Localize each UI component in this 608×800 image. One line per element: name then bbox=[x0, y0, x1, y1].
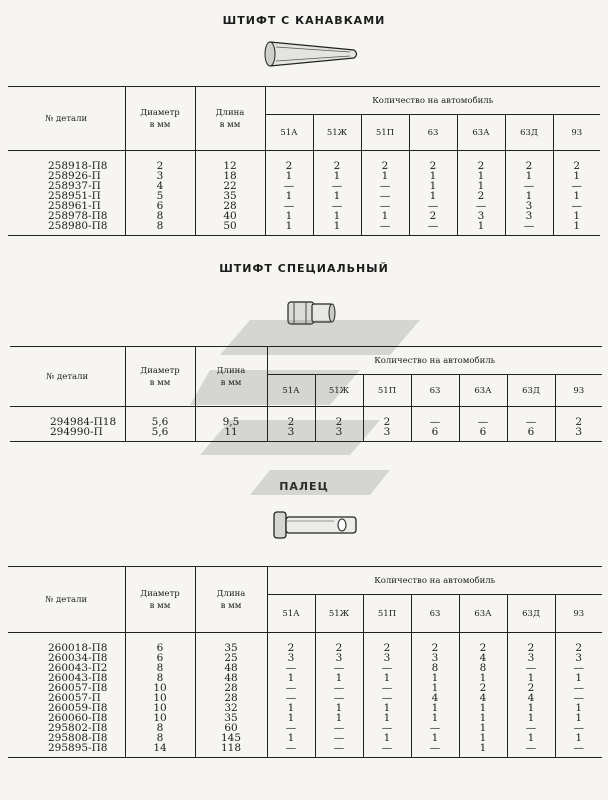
qty-value: — bbox=[363, 663, 411, 673]
model-51p: 51П bbox=[363, 375, 411, 407]
qty-value: — bbox=[507, 723, 555, 733]
length-value: 35 bbox=[195, 191, 265, 201]
model-63d: 63Д bbox=[505, 115, 553, 151]
table-row bbox=[10, 427, 602, 442]
qty-value: — bbox=[267, 723, 315, 733]
part-number: 260043-П8 bbox=[8, 673, 125, 683]
qty-value: 1 bbox=[575, 712, 583, 724]
model-51p: 51П bbox=[363, 595, 411, 633]
part-number: 295808-П8 bbox=[8, 733, 125, 743]
diameter-value: 6 bbox=[125, 633, 195, 654]
qty-value: 1 bbox=[457, 221, 505, 236]
qty-value: 1 bbox=[315, 673, 363, 683]
qty-value: 3 bbox=[575, 652, 583, 664]
section-title-special-pin: ШТИФТ СПЕЦИАЛЬНЫЙ bbox=[219, 262, 389, 275]
qty-value: 2 bbox=[315, 633, 363, 654]
length-value: 22 bbox=[195, 181, 265, 191]
model-51a: 51А bbox=[265, 115, 313, 151]
qty-value: 2 bbox=[409, 151, 457, 172]
model-93: 93 bbox=[553, 115, 600, 151]
qty-value: 4 bbox=[459, 653, 507, 663]
diameter-value: 5 bbox=[125, 191, 195, 201]
qty-value: 1 bbox=[457, 181, 505, 191]
qty-value: 1 bbox=[409, 171, 457, 181]
header-qty: Количество на автомобиль bbox=[267, 347, 602, 375]
qty-value: — bbox=[265, 201, 313, 211]
part-number: 258918-П8 bbox=[8, 151, 125, 172]
qty-value: 3 bbox=[457, 211, 505, 221]
qty-value: — bbox=[459, 407, 507, 428]
length-value: 35 bbox=[195, 633, 267, 654]
qty-value: 1 bbox=[363, 713, 411, 723]
part-number: 260018-П8 bbox=[8, 633, 125, 654]
qty-value: — bbox=[313, 181, 361, 191]
diameter-value: 8 bbox=[125, 673, 195, 683]
qty-value: — bbox=[409, 221, 457, 236]
qty-value: — bbox=[315, 693, 363, 703]
qty-value: 1 bbox=[361, 171, 409, 181]
table-row bbox=[8, 151, 600, 172]
model-51zh: 51Ж bbox=[313, 115, 361, 151]
length-value: 28 bbox=[195, 693, 267, 703]
qty-value: — bbox=[409, 201, 457, 211]
qty-value: 1 bbox=[267, 713, 315, 723]
header-length: Длина в мм bbox=[195, 567, 267, 633]
qty-value: 1 bbox=[575, 732, 583, 744]
qty-value: — bbox=[573, 662, 584, 674]
part-number: 258937-П bbox=[8, 181, 125, 191]
qty-value: 2 bbox=[457, 191, 505, 201]
qty-value: 3 bbox=[505, 211, 553, 221]
qty-value: — bbox=[361, 201, 409, 211]
length-value: 25 bbox=[195, 653, 267, 663]
qty-value: 1 bbox=[505, 191, 553, 201]
qty-value: 3 bbox=[315, 427, 363, 442]
diameter-value: 5,6 bbox=[125, 427, 195, 442]
qty-value: — bbox=[411, 723, 459, 733]
qty-value: — bbox=[315, 683, 363, 693]
part-number: 294984-П18 bbox=[10, 407, 125, 428]
qty-value: — bbox=[571, 180, 582, 192]
qty-value: — bbox=[315, 723, 363, 733]
qty-value: 3 bbox=[411, 653, 459, 663]
header-diameter: Диаметр в мм bbox=[125, 347, 195, 407]
diameter-value: 8 bbox=[125, 211, 195, 221]
qty-value: — bbox=[555, 743, 602, 758]
qty-value: 1 bbox=[411, 683, 459, 693]
pin-table bbox=[8, 566, 602, 758]
model-51a: 51А bbox=[267, 375, 315, 407]
diameter-value: 8 bbox=[125, 663, 195, 673]
qty-value: 1 bbox=[507, 733, 555, 743]
qty-value: — bbox=[361, 181, 409, 191]
qty-value: — bbox=[313, 201, 361, 211]
qty-value: — bbox=[267, 663, 315, 673]
qty-value: 1 bbox=[573, 190, 581, 202]
special-pin-table bbox=[10, 346, 602, 442]
qty-value: — bbox=[571, 200, 582, 212]
qty-value: 2 bbox=[575, 416, 583, 428]
qty-value: 2 bbox=[411, 633, 459, 654]
qty-value: 1 bbox=[573, 210, 581, 222]
qty-value: 1 bbox=[457, 171, 505, 181]
qty-value: — bbox=[361, 221, 409, 236]
qty-value: 1 bbox=[265, 171, 313, 181]
qty-value: 1 bbox=[363, 673, 411, 683]
model-63a: 63А bbox=[459, 595, 507, 633]
model-63d: 63Д bbox=[507, 595, 555, 633]
part-number: 258951-П bbox=[8, 191, 125, 201]
qty-value: 4 bbox=[459, 693, 507, 703]
qty-value: 2 bbox=[267, 633, 315, 654]
diameter-value: 8 bbox=[125, 723, 195, 733]
qty-value: 1 bbox=[575, 672, 583, 684]
qty-value: 1 bbox=[459, 713, 507, 723]
qty-value: 1 bbox=[553, 221, 600, 236]
qty-value: — bbox=[315, 663, 363, 673]
diameter-value: 4 bbox=[125, 181, 195, 191]
length-value: 11 bbox=[195, 427, 267, 442]
qty-value: 1 bbox=[265, 211, 313, 221]
qty-value: 3 bbox=[315, 653, 363, 663]
qty-value: 3 bbox=[363, 653, 411, 663]
qty-value: — bbox=[363, 743, 411, 758]
part-number: 294990-П bbox=[10, 427, 125, 442]
header-diameter: Диаметр в мм bbox=[125, 567, 195, 633]
part-number: 295895-П8 bbox=[8, 743, 125, 758]
qty-value: 3 bbox=[507, 653, 555, 663]
diameter-value: 3 bbox=[125, 171, 195, 181]
qty-value: 1 bbox=[409, 191, 457, 201]
qty-value: 1 bbox=[507, 703, 555, 713]
qty-value: 3 bbox=[363, 427, 411, 442]
qty-value: 1 bbox=[507, 673, 555, 683]
header-diameter: Диаметр в мм bbox=[125, 87, 195, 151]
qty-value: 1 bbox=[459, 673, 507, 683]
qty-value: 1 bbox=[411, 673, 459, 683]
qty-value: 2 bbox=[573, 160, 581, 172]
qty-value: 1 bbox=[363, 733, 411, 743]
part-number: 258926-П bbox=[8, 171, 125, 181]
diameter-value: 8 bbox=[125, 733, 195, 743]
qty-value: 1 bbox=[411, 703, 459, 713]
header-length: Длина в мм bbox=[195, 87, 265, 151]
qty-value: — bbox=[411, 407, 459, 428]
length-value: 40 bbox=[195, 211, 265, 221]
qty-value: 6 bbox=[411, 427, 459, 442]
qty-value: 3 bbox=[505, 201, 553, 211]
header-length: Длина в мм bbox=[195, 347, 267, 407]
length-value: 48 bbox=[195, 663, 267, 673]
model-63a: 63А bbox=[459, 375, 507, 407]
model-93: 93 bbox=[555, 595, 602, 633]
pin-illustration bbox=[272, 508, 362, 542]
diameter-value: 10 bbox=[125, 693, 195, 703]
qty-value: 2 bbox=[457, 151, 505, 172]
qty-value: 6 bbox=[507, 427, 555, 442]
qty-value: 2 bbox=[265, 151, 313, 172]
qty-value: 1 bbox=[459, 703, 507, 713]
qty-value: 1 bbox=[459, 743, 507, 758]
section-title-grooved-pin: ШТИФТ С КАНАВКАМИ bbox=[222, 14, 386, 27]
qty-value: — bbox=[573, 722, 584, 734]
part-number: 260034-П8 bbox=[8, 653, 125, 663]
qty-value: — bbox=[363, 683, 411, 693]
model-51zh: 51Ж bbox=[315, 375, 363, 407]
diameter-value: 8 bbox=[125, 221, 195, 236]
qty-value: 2 bbox=[313, 151, 361, 172]
table-row bbox=[10, 407, 602, 428]
qty-value: 4 bbox=[507, 693, 555, 703]
length-value: 28 bbox=[195, 683, 267, 693]
qty-value: 1 bbox=[313, 211, 361, 221]
length-value: 145 bbox=[195, 733, 267, 743]
qty-value: — bbox=[505, 221, 553, 236]
qty-value: 1 bbox=[315, 713, 363, 723]
qty-value: 1 bbox=[575, 702, 583, 714]
qty-value: — bbox=[411, 743, 459, 758]
diameter-value: 6 bbox=[125, 201, 195, 211]
diameter-value: 14 bbox=[125, 743, 195, 758]
length-value: 60 bbox=[195, 723, 267, 733]
qty-value: 8 bbox=[411, 663, 459, 673]
qty-value: — bbox=[505, 181, 553, 191]
qty-value: 1 bbox=[313, 221, 361, 236]
length-value: 28 bbox=[195, 201, 265, 211]
length-value: 118 bbox=[195, 743, 267, 758]
header-qty: Количество на автомобиль bbox=[267, 567, 602, 595]
qty-value: 2 bbox=[363, 633, 411, 654]
model-51p: 51П bbox=[361, 115, 409, 151]
qty-value: 2 bbox=[409, 211, 457, 221]
qty-value: 2 bbox=[507, 683, 555, 693]
qty-value: 8 bbox=[459, 663, 507, 673]
qty-value: — bbox=[315, 743, 363, 758]
qty-value: 1 bbox=[573, 170, 581, 182]
model-93: 93 bbox=[555, 375, 602, 407]
model-63: 63 bbox=[409, 115, 457, 151]
qty-value: 2 bbox=[575, 642, 583, 654]
diameter-value: 10 bbox=[125, 713, 195, 723]
qty-value: 1 bbox=[361, 211, 409, 221]
qty-value: 1 bbox=[267, 673, 315, 683]
grooved-pin-table bbox=[8, 86, 600, 236]
diameter-value: 6 bbox=[125, 653, 195, 663]
table-row bbox=[8, 743, 602, 758]
qty-value: 3 bbox=[555, 427, 602, 442]
model-63a: 63А bbox=[457, 115, 505, 151]
qty-value: — bbox=[361, 191, 409, 201]
qty-value: — bbox=[457, 201, 505, 211]
diameter-value: 5,6 bbox=[125, 407, 195, 428]
qty-value: 1 bbox=[315, 703, 363, 713]
qty-value: 2 bbox=[315, 407, 363, 428]
qty-value: — bbox=[315, 733, 363, 743]
qty-value: 1 bbox=[459, 723, 507, 733]
qty-value: 4 bbox=[411, 693, 459, 703]
length-value: 9,5 bbox=[195, 407, 267, 428]
qty-value: 1 bbox=[313, 191, 361, 201]
qty-value: — bbox=[573, 682, 584, 694]
header-part: № детали bbox=[8, 87, 125, 151]
qty-value: 1 bbox=[411, 733, 459, 743]
qty-value: 1 bbox=[363, 703, 411, 713]
part-number: 260057-П8 bbox=[8, 683, 125, 693]
qty-value: — bbox=[265, 181, 313, 191]
qty-value: 1 bbox=[267, 733, 315, 743]
qty-value: 1 bbox=[507, 713, 555, 723]
qty-value: 1 bbox=[267, 703, 315, 713]
header-part: № детали bbox=[8, 567, 125, 633]
model-51a: 51А bbox=[267, 595, 315, 633]
part-number: 258978-П8 bbox=[8, 211, 125, 221]
part-number: 258961-П bbox=[8, 201, 125, 211]
model-51zh: 51Ж bbox=[315, 595, 363, 633]
qty-value: 1 bbox=[409, 181, 457, 191]
length-value: 18 bbox=[195, 171, 265, 181]
qty-value: 1 bbox=[505, 171, 553, 181]
qty-value: 2 bbox=[459, 633, 507, 654]
qty-value: 2 bbox=[361, 151, 409, 172]
model-63: 63 bbox=[411, 595, 459, 633]
qty-value: 1 bbox=[459, 733, 507, 743]
qty-value: — bbox=[507, 407, 555, 428]
section-title-pin: ПАЛЕЦ bbox=[279, 480, 329, 493]
length-value: 12 bbox=[195, 151, 265, 172]
part-number: 260060-П8 bbox=[8, 713, 125, 723]
model-63d: 63Д bbox=[507, 375, 555, 407]
part-number: 295802-П8 bbox=[8, 723, 125, 733]
length-value: 48 bbox=[195, 673, 267, 683]
qty-value: 2 bbox=[505, 151, 553, 172]
qty-value: — bbox=[507, 663, 555, 673]
diameter-value: 2 bbox=[125, 151, 195, 172]
table-row bbox=[8, 221, 600, 236]
qty-value: 3 bbox=[267, 427, 315, 442]
qty-value: 2 bbox=[459, 683, 507, 693]
length-value: 32 bbox=[195, 703, 267, 713]
qty-value: 1 bbox=[313, 171, 361, 181]
grooved-pin-illustration bbox=[262, 38, 362, 70]
qty-value: 1 bbox=[411, 713, 459, 723]
table-row bbox=[8, 633, 602, 654]
qty-value: — bbox=[363, 723, 411, 733]
qty-value: 2 bbox=[267, 407, 315, 428]
qty-value: 2 bbox=[363, 407, 411, 428]
length-value: 35 bbox=[195, 713, 267, 723]
qty-value: — bbox=[507, 743, 555, 758]
qty-value: — bbox=[363, 693, 411, 703]
length-value: 50 bbox=[195, 221, 265, 236]
special-pin-illustration bbox=[282, 296, 338, 330]
qty-value: 2 bbox=[507, 633, 555, 654]
diameter-value: 10 bbox=[125, 683, 195, 693]
part-number: 258980-П8 bbox=[8, 221, 125, 236]
part-number: 260043-П2 bbox=[8, 663, 125, 673]
part-number: 260059-П8 bbox=[8, 703, 125, 713]
qty-value: — bbox=[573, 692, 584, 704]
diameter-value: 10 bbox=[125, 703, 195, 713]
part-number: 260057-П bbox=[8, 693, 125, 703]
qty-value: — bbox=[267, 693, 315, 703]
qty-value: 6 bbox=[459, 427, 507, 442]
qty-value: 1 bbox=[265, 221, 313, 236]
header-part: № детали bbox=[10, 347, 125, 407]
model-63: 63 bbox=[411, 375, 459, 407]
qty-value: — bbox=[267, 683, 315, 693]
header-qty: Количество на автомобиль bbox=[265, 87, 600, 115]
qty-value: — bbox=[267, 743, 315, 758]
qty-value: 3 bbox=[267, 653, 315, 663]
qty-value: 1 bbox=[265, 191, 313, 201]
